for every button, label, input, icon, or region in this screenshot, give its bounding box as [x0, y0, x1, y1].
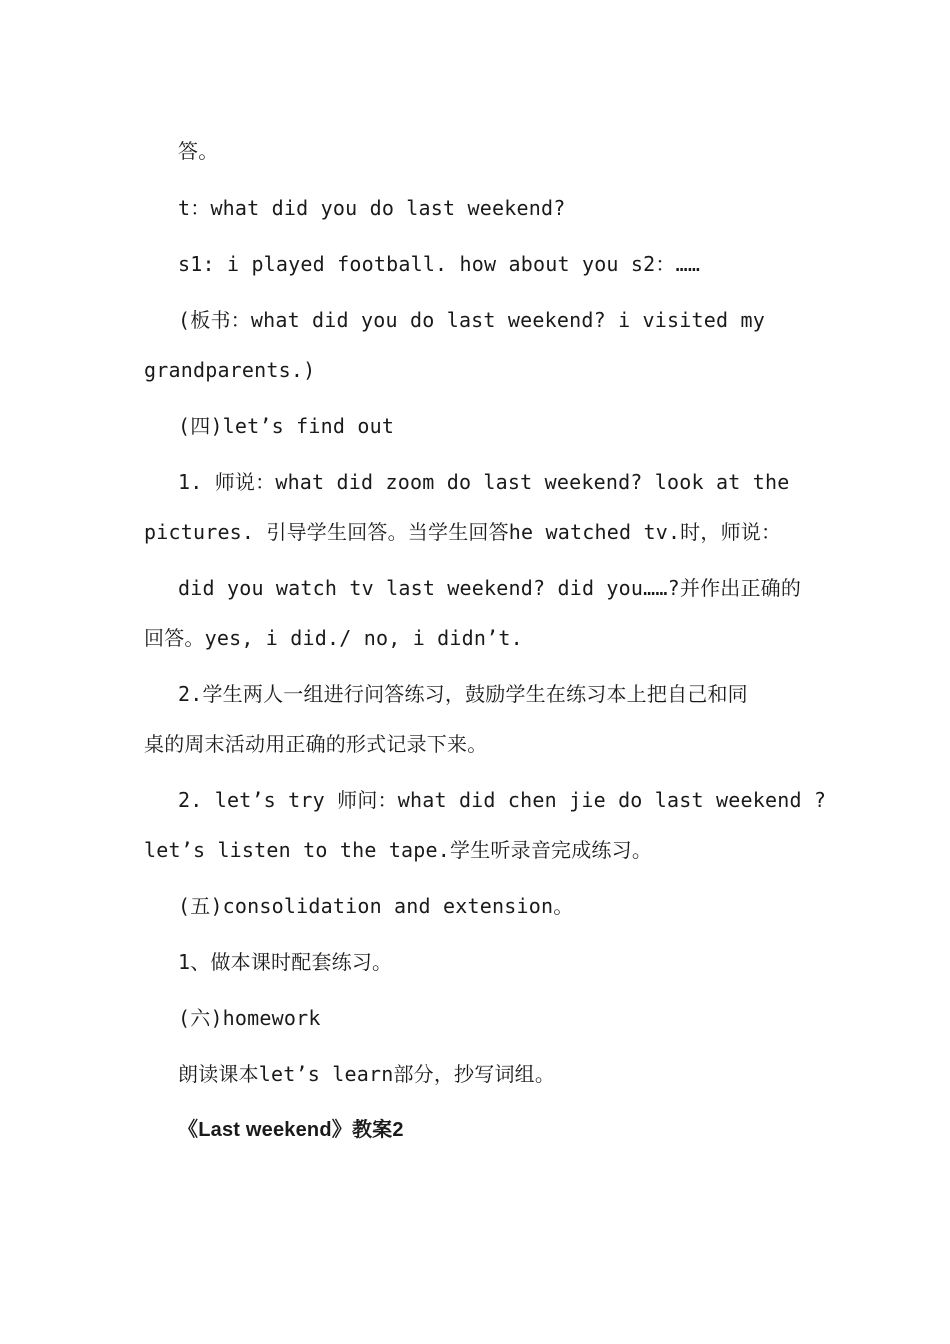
step-1-answer: 回答。yes, i did./ no, i didn’t. — [144, 626, 523, 650]
section-heading-homework: (六)homework — [178, 1006, 321, 1030]
step-1-paragraph-continued: pictures. 引导学生回答。当学生回答he watched tv.时，师说： — [144, 520, 782, 544]
teacher-question: t：what did you do last weekend? — [178, 196, 566, 220]
step-2-paragraph: 2.学生两人一组进行问答练习，鼓励学生在练习本上把自己和同 — [178, 682, 748, 706]
step-1-paragraph: 1. 师说：what did zoom do last weekend? look at the — [178, 470, 790, 494]
section-title: 《Last weekend》教案2 — [178, 1119, 404, 1141]
answer-continuation: 答。 — [178, 139, 219, 163]
section-heading-consolidation: (五)consolidation and extension。 — [178, 894, 574, 918]
blackboard-note: (板书：what did you do last weekend? i visited my — [178, 308, 765, 332]
blackboard-note-continued: grandparents.) — [144, 358, 316, 382]
student-answer: s1: i played football. how about you s2：…… — [178, 252, 701, 276]
lets-try-paragraph: 2. let’s try 师问：what did chen jie do last weekend ? — [178, 788, 827, 812]
lets-try-paragraph-continued: let’s listen to the tape.学生听录音完成练习。 — [144, 838, 653, 862]
step-1-question: did you watch tv last weekend? did you……?并作出正确的 — [178, 576, 802, 600]
homework-item: 朗读课本let’s learn部分，抄写词组。 — [178, 1062, 556, 1086]
section-heading-find-out: (四)let’s find out — [178, 414, 395, 438]
step-2-paragraph-continued: 桌的周末活动用正确的形式记录下来。 — [144, 732, 488, 756]
consolidation-item-1: 1、做本课时配套练习。 — [178, 950, 393, 974]
